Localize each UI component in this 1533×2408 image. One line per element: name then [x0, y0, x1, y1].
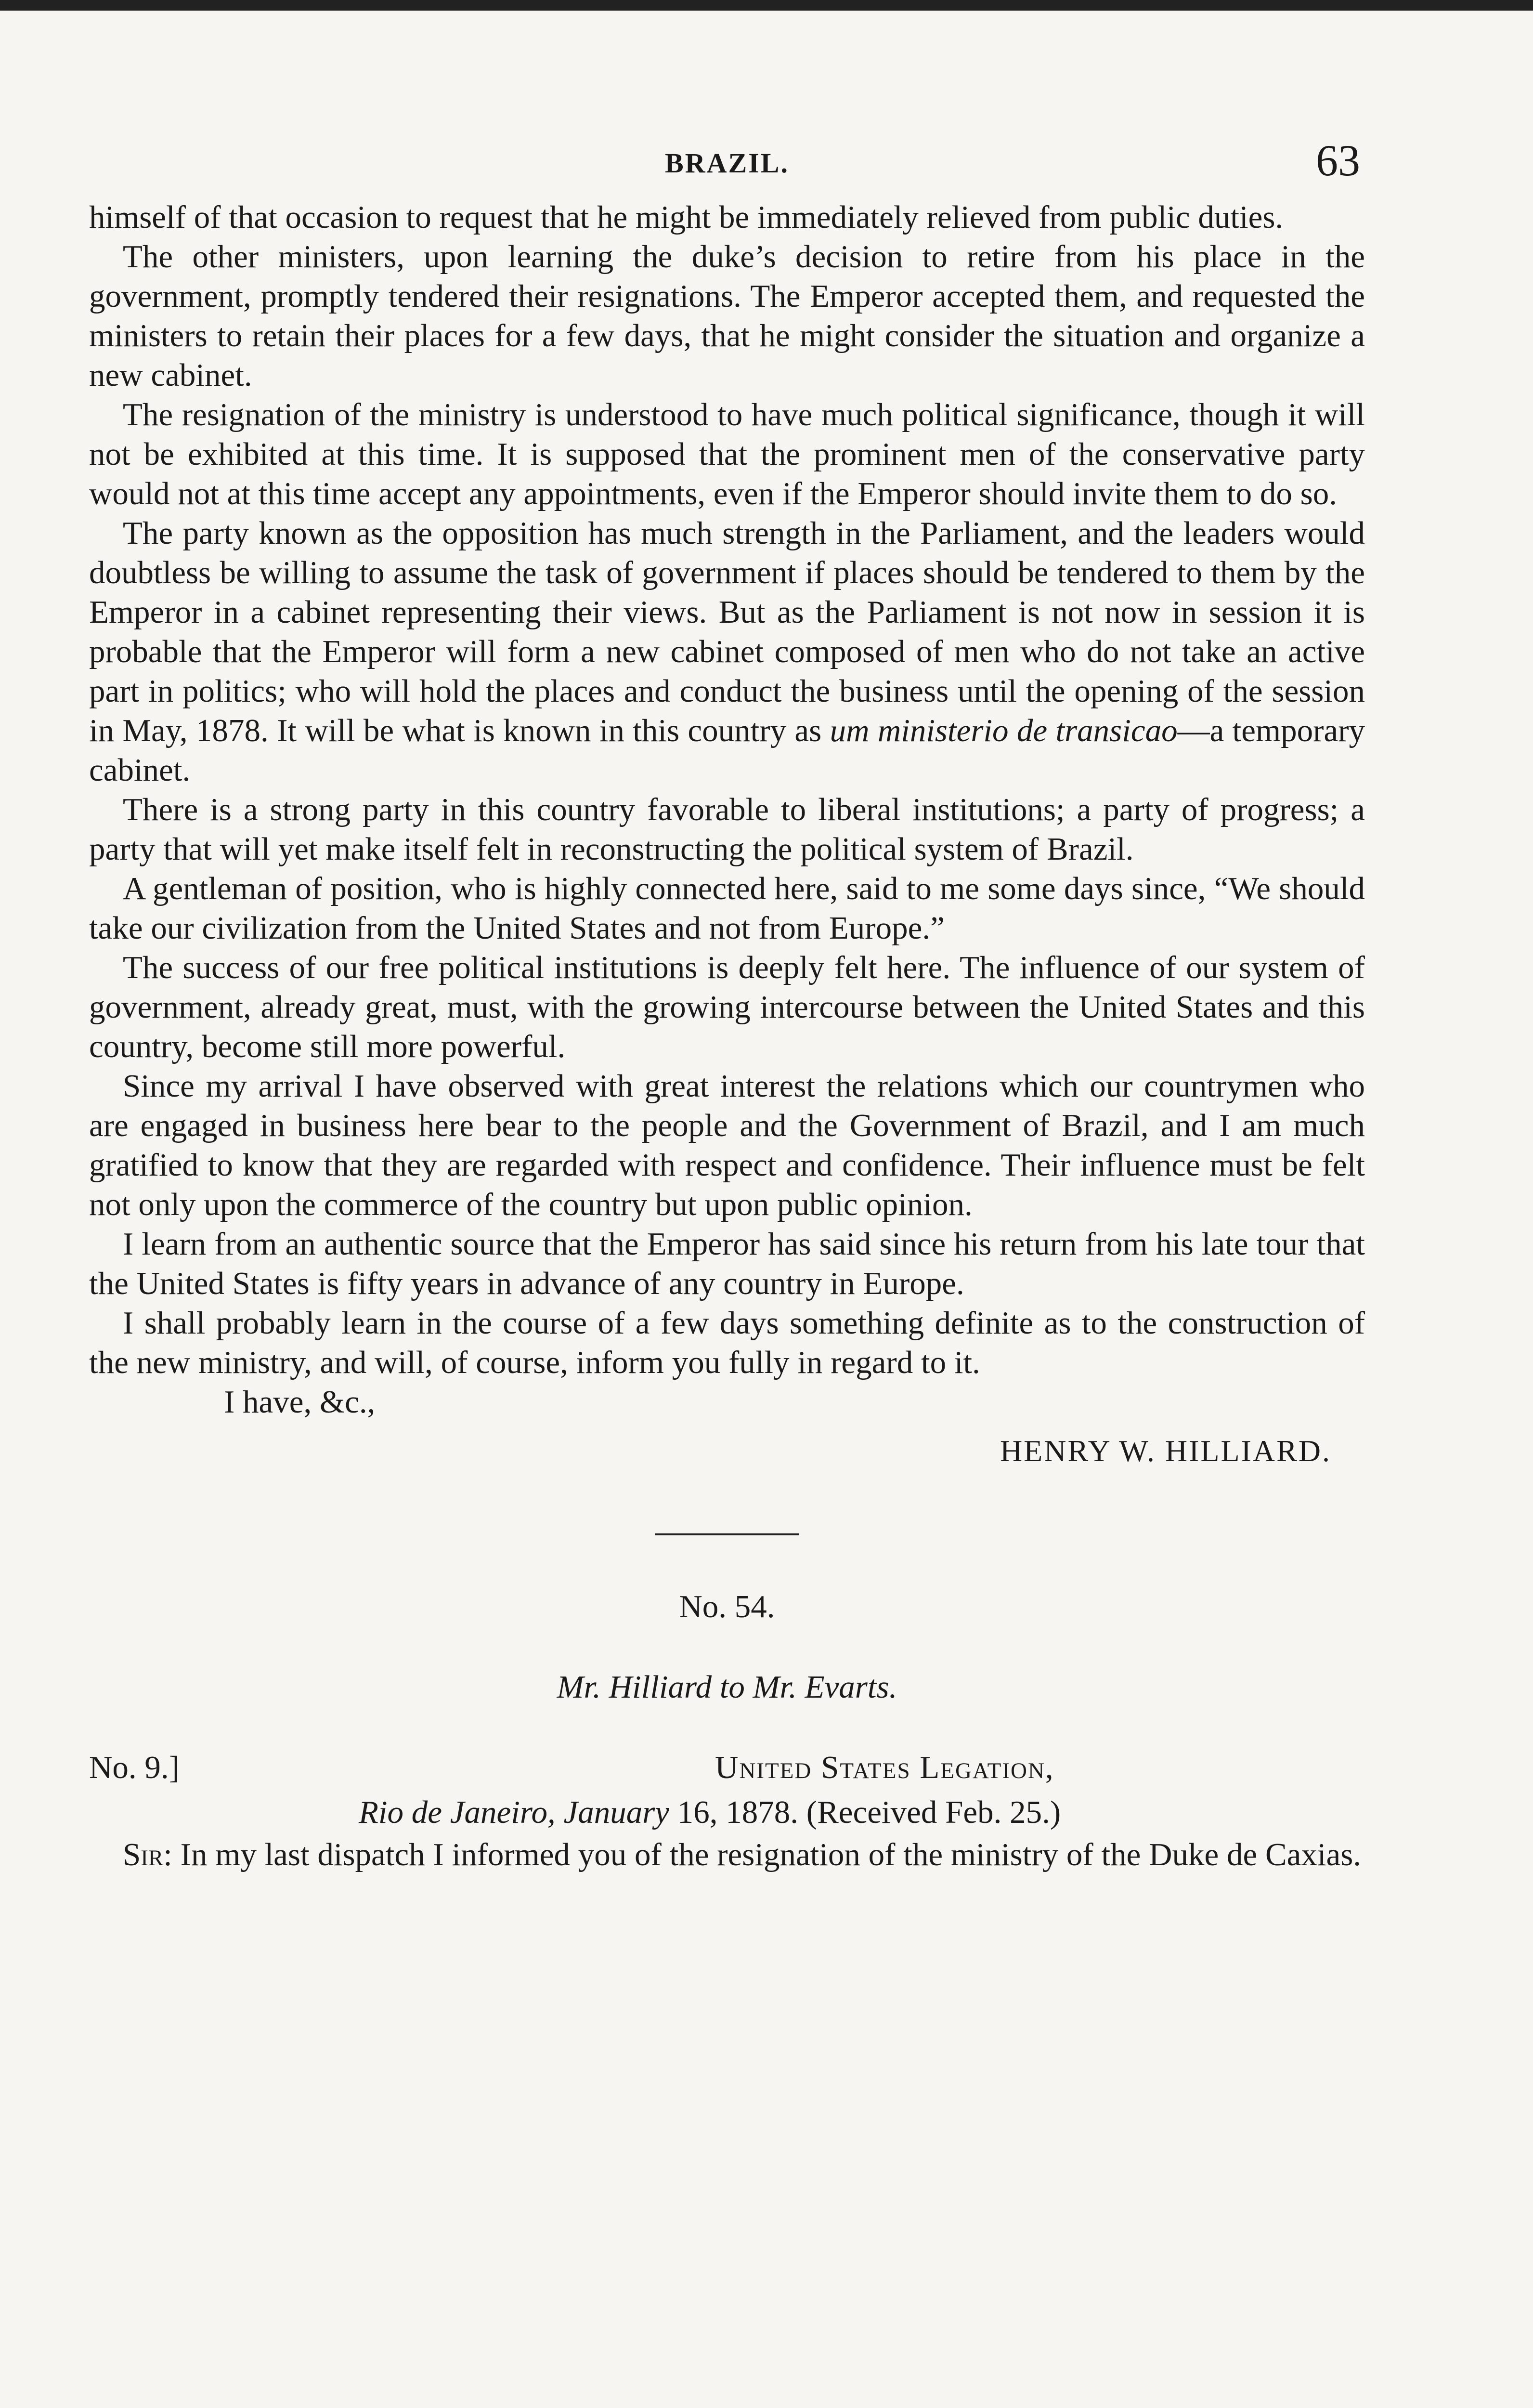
second-letter — [89, 1835, 1365, 1874]
paragraph-emperor-tour: I learn from an authentic source that the Emperor has said since his return from his late tour that the United States is fifty years in advance of any country in Europe. — [89, 1226, 1365, 1301]
dispatch-line — [89, 1749, 1365, 1793]
paragraph-opposition — [89, 513, 1365, 790]
dateline — [359, 1793, 1365, 1832]
paragraph-new-ministry: I shall probably learn in the course of a few days something definite as to the construction of the new ministry, and will, of course, inform you fully in regard to it. — [89, 1305, 1365, 1380]
document-heading: Mr. Hilliard to Mr. Evarts. — [557, 1669, 897, 1705]
second-letter-paragraph — [89, 1835, 1365, 1874]
paragraph-gentleman-quote: A gentleman of position, who is highly connected here, said to me some days since, “We should take our civilization from the United States and not from Europe.” — [89, 871, 1365, 946]
paragraph-significance: The resignation of the ministry is understood to have much political significance, though it will not be exhibited at this time. It is supposed that the prominent men of the conservative party would not at this time accept any appointments, even if the Emperor should invite them to do so. — [89, 397, 1365, 511]
paragraph-countrymen: Since my arrival I have observed with great interest the relations which our countrymen who are engaged in business here bear to the people and the Government of Brazil, and I am much gratified to know that they are regarded with respect and confidence. Their influence must be felt not only upon the commerce of the country but upon public opinion. — [89, 1068, 1365, 1222]
paragraph-continuation: himself of that occasion to request that he might be immediately relieved from public duties. — [89, 199, 1284, 235]
running-header — [89, 120, 1365, 197]
top-border-rule — [0, 0, 1533, 11]
opposition-text: The party known as the opposition has much strength in the Parliament, and the leaders would doubtless be willing to assume the task of government if places should be tendered to them by the Emperor in a cabinet representing their views. But as the Parliament is not now in session it is probable that the Emperor will form a new cabinet composed of men who do not take an active part in politics; who will hold the places and conduct the business until the opening of the session in May, 1878. It will be what is known in this country as — [89, 515, 1365, 748]
opposition-tail: —a temporary cabinet. — [89, 713, 1365, 788]
closing-formula: I have, &c., — [224, 1384, 376, 1420]
dateline-date: 16, 1878. — [677, 1794, 799, 1830]
signature: HENRY W. HILLIARD. — [1000, 1434, 1331, 1468]
legation-name: United States Legation, — [715, 1750, 1054, 1785]
document-number: No. 54. — [679, 1589, 775, 1624]
running-title: BRAZIL. — [665, 147, 789, 179]
paragraph-free-institutions: The success of our free political institutions is deeply felt here. The influence of our system of government, already great, must, with the growing intercourse between the United States and this country, become still more powerful. — [89, 950, 1365, 1064]
dateline-received: (Received Feb. 25.) — [806, 1794, 1061, 1830]
document-page — [89, 120, 1365, 1874]
dateline-place: Rio de Janeiro, — [359, 1794, 556, 1830]
second-letter-text: In my last dispatch I informed you of the resignation of the ministry of the Duke de Caxias. — [180, 1837, 1362, 1872]
salutation: Sir: — [123, 1837, 172, 1872]
paragraph-resignations: The other ministers, upon learning the duke’s decision to retire from his place in the government, promptly tendered their resignations. The Emperor accepted them, and requested the ministers to retain their places for a few days, that he might consider the situation and organize a new cabinet. — [89, 239, 1365, 393]
dateline-month: January — [563, 1794, 670, 1830]
paragraph-liberal-party: There is a strong party in this country favorable to liberal institutions; a party of progress; a party that will yet make itself felt in reconstructing the political system of Brazil. — [89, 792, 1365, 867]
dispatch-number: No. 9.] — [89, 1750, 180, 1785]
section-divider — [655, 1533, 799, 1535]
opposition-italic-phrase: um ministerio de transicao — [830, 713, 1178, 748]
page-number: 63 — [1316, 136, 1360, 185]
letter-body — [89, 197, 1365, 1382]
